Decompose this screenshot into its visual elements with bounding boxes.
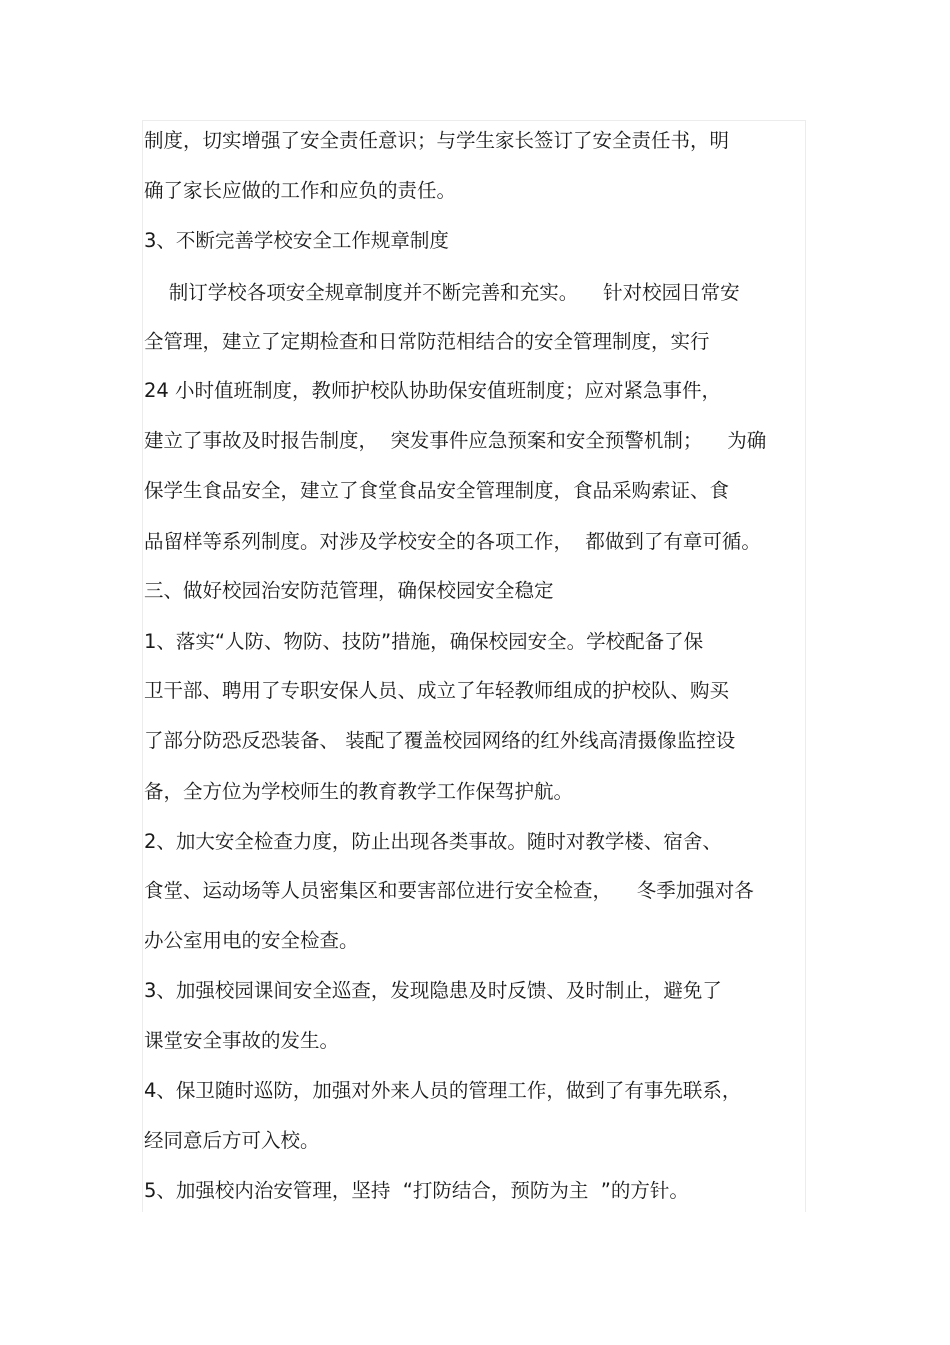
text-line: 经同意后方可入校。 bbox=[144, 1129, 320, 1152]
text-line: 制订学校各项安全规章制度并不断完善和充实。 针对校园日常安 bbox=[144, 281, 740, 304]
text-line: 建立了事故及时报告制度， 突发事件应急预案和安全预警机制； 为确 bbox=[144, 429, 767, 452]
text-line: 保学生食品安全，建立了食堂食品安全管理制度，食品采购索证、食 bbox=[144, 479, 730, 502]
section-heading: 3、不断完善学校安全工作规章制度 bbox=[144, 229, 449, 252]
text-line: 备，全方位为学校师生的教育教学工作保驾护航。 bbox=[144, 780, 574, 803]
text-line: 了部分防恐反恐装备、 装配了覆盖校园网络的红外线高清摄像监控设 bbox=[144, 729, 736, 752]
text-line: 办公室用电的安全检查。 bbox=[144, 929, 359, 952]
text-line: 确了家长应做的工作和应负的责任。 bbox=[144, 179, 457, 202]
text-line: 卫干部、聘用了专职安保人员、成立了年轻教师组成的护校队、购买 bbox=[144, 679, 730, 702]
section-heading: 三、做好校园治安防范管理，确保校园安全稳定 bbox=[144, 579, 554, 602]
text-line: 1、落实“人防、物防、技防”措施，确保校园安全。学校配备了保 bbox=[144, 630, 704, 653]
text-line: 制度，切实增强了安全责任意识；与学生家长签订了安全责任书，明 bbox=[144, 129, 730, 152]
text-line: 全管理，建立了定期检查和日常防范相结合的安全管理制度，实行 bbox=[144, 330, 710, 353]
text-line: 品留样等系列制度。对涉及学校安全的各项工作， 都做到了有章可循。 bbox=[144, 530, 761, 553]
text-line: 2、加大安全检查力度，防止出现各类事故。随时对教学楼、宿舍、 bbox=[144, 830, 722, 853]
text-line: 24 小时值班制度，教师护校队协助保安值班制度；应对紧急事件， bbox=[144, 379, 722, 402]
text-line: 5、加强校内治安管理，坚持 “打防结合，预防为主 ”的方针。 bbox=[144, 1179, 689, 1202]
text-line: 食堂、运动场等人员密集区和要害部位进行安全检查， 冬季加强对各 bbox=[144, 879, 754, 902]
text-line: 课堂安全事故的发生。 bbox=[144, 1029, 340, 1052]
text-line: 3、加强校园课间安全巡查，发现隐患及时反馈、及时制止，避免了 bbox=[144, 979, 722, 1002]
text-line: 4、保卫随时巡防，加强对外来人员的管理工作，做到了有事先联系， bbox=[144, 1079, 742, 1102]
